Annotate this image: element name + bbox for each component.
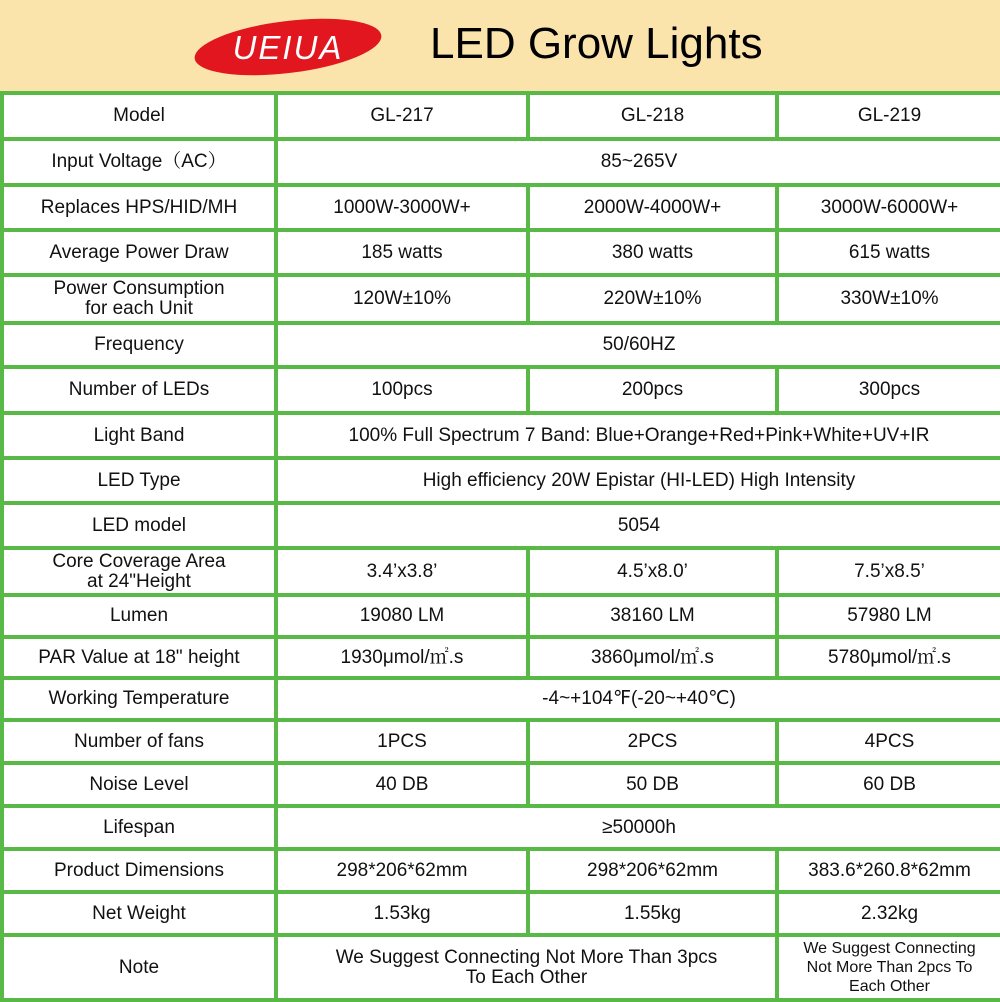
cell-gl218: 1.55kg — [528, 892, 777, 935]
row-label: Noise Level — [2, 763, 276, 806]
cell-gl217: 1PCS — [276, 720, 528, 763]
cell-gl218: 2PCS — [528, 720, 777, 763]
row-light-band — [2, 413, 1000, 458]
cell-gl217: 19080 LM — [276, 595, 528, 637]
row-coverage-area — [2, 548, 1000, 595]
brand-name: UEIUA — [232, 29, 344, 66]
cell-gl217: 120W±10% — [276, 275, 528, 323]
row-lifespan — [2, 806, 1000, 849]
row-label: Input Voltage（AC） — [2, 139, 276, 185]
page-title: LED Grow Lights — [430, 19, 763, 68]
row-led-model — [2, 503, 1000, 548]
row-number-of-leds — [2, 367, 1000, 413]
row-label: Net Weight — [2, 892, 276, 935]
cell-gl219: 383.6*260.8*62mm — [777, 849, 1000, 892]
cell-gl218: 380 watts — [528, 230, 777, 275]
cell-merged: -4~+104℉(-20~+40℃) — [276, 678, 1000, 720]
cell-gl217: 100pcs — [276, 367, 528, 413]
cell-gl219: 4PCS — [777, 720, 1000, 763]
note-line: We Suggest Connecting — [803, 940, 976, 957]
row-noise-level — [2, 763, 1000, 806]
note-cell-gl219 — [777, 935, 1000, 1000]
row-label: PAR Value at 18" height — [2, 637, 276, 678]
row-label — [2, 548, 276, 595]
row-label: Average Power Draw — [2, 230, 276, 275]
row-label-line: at 24"Height — [87, 570, 191, 592]
row-label: Number of fans — [2, 720, 276, 763]
cell-gl218: 200pcs — [528, 367, 777, 413]
row-label-line: for each Unit — [85, 298, 193, 319]
cell-gl219: 57980 LM — [777, 595, 1000, 637]
row-model — [2, 93, 1000, 139]
cell-gl219: GL-219 — [777, 93, 1000, 139]
row-label: Model — [2, 93, 276, 139]
row-input-voltage — [2, 139, 1000, 185]
note-cell-main — [276, 935, 777, 1000]
cell-gl219: 2.32kg — [777, 892, 1000, 935]
cell-gl219: 3000W-6000W+ — [777, 185, 1000, 230]
cell-gl218: 3860μmol/㎡.s — [528, 637, 777, 678]
cell-merged: High efficiency 20W Epistar (HI-LED) High Intensity — [276, 458, 1000, 503]
cell-merged: 50/60HZ — [276, 323, 1000, 367]
row-working-temperature — [2, 678, 1000, 720]
row-label: LED Type — [2, 458, 276, 503]
row-label: Light Band — [2, 413, 276, 458]
cell-gl218: 220W±10% — [528, 275, 777, 323]
row-frequency — [2, 323, 1000, 367]
cell-gl217: 185 watts — [276, 230, 528, 275]
row-par-value — [2, 637, 1000, 678]
cell-gl218: 298*206*62mm — [528, 849, 777, 892]
row-average-power — [2, 230, 1000, 275]
cell-merged: 100% Full Spectrum 7 Band: Blue+Orange+Red+Pink+White+UV+IR — [276, 413, 1000, 458]
cell-gl219: 615 watts — [777, 230, 1000, 275]
spec-table — [0, 91, 1000, 1002]
cell-merged: ≥50000h — [276, 806, 1000, 849]
cell-gl218: 38160 LM — [528, 595, 777, 637]
row-label: Frequency — [2, 323, 276, 367]
row-label: Lifespan — [2, 806, 276, 849]
cell-gl218: GL-218 — [528, 93, 777, 139]
row-replaces — [2, 185, 1000, 230]
row-power-consumption — [2, 275, 1000, 323]
row-lumen — [2, 595, 1000, 637]
cell-gl218: 2000W-4000W+ — [528, 185, 777, 230]
row-label: LED model — [2, 503, 276, 548]
note-line: Not More Than 2pcs To — [806, 959, 973, 976]
cell-merged: 5054 — [276, 503, 1000, 548]
row-net-weight — [2, 892, 1000, 935]
cell-merged: 85~265V — [276, 139, 1000, 185]
note-line: Each Other — [849, 978, 930, 995]
cell-gl219: 60 DB — [777, 763, 1000, 806]
row-label: Note — [2, 935, 276, 1000]
row-label: Product Dimensions — [2, 849, 276, 892]
row-led-type — [2, 458, 1000, 503]
cell-gl217: 298*206*62mm — [276, 849, 528, 892]
cell-gl217: 1930μmol/㎡.s — [276, 637, 528, 678]
row-label: Replaces HPS/HID/MH — [2, 185, 276, 230]
cell-gl217: GL-217 — [276, 93, 528, 139]
note-line: We Suggest Connecting Not More Than 3pcs — [335, 946, 718, 968]
row-note — [2, 935, 1000, 1000]
note-line: To Each Other — [465, 966, 588, 988]
row-number-of-fans — [2, 720, 1000, 763]
cell-gl219: 7.5’x8.5’ — [777, 548, 1000, 595]
cell-gl218: 50 DB — [528, 763, 777, 806]
cell-gl218: 4.5’x8.0’ — [528, 548, 777, 595]
brand-logo — [193, 16, 383, 78]
cell-gl219: 300pcs — [777, 367, 1000, 413]
cell-gl219: 5780μmol/㎡.s — [777, 637, 1000, 678]
row-label-line: Power Consumption — [53, 278, 225, 299]
cell-gl217: 1.53kg — [276, 892, 528, 935]
row-label — [2, 275, 276, 323]
row-label-line: Core Coverage Area — [52, 550, 226, 572]
cell-gl217: 40 DB — [276, 763, 528, 806]
header-banner — [0, 0, 1000, 91]
row-product-dimensions — [2, 849, 1000, 892]
cell-gl219: 330W±10% — [777, 275, 1000, 323]
row-label: Working Temperature — [2, 678, 276, 720]
row-label: Number of LEDs — [2, 367, 276, 413]
cell-gl217: 3.4’x3.8’ — [276, 548, 528, 595]
cell-gl217: 1000W-3000W+ — [276, 185, 528, 230]
row-label: Lumen — [2, 595, 276, 637]
